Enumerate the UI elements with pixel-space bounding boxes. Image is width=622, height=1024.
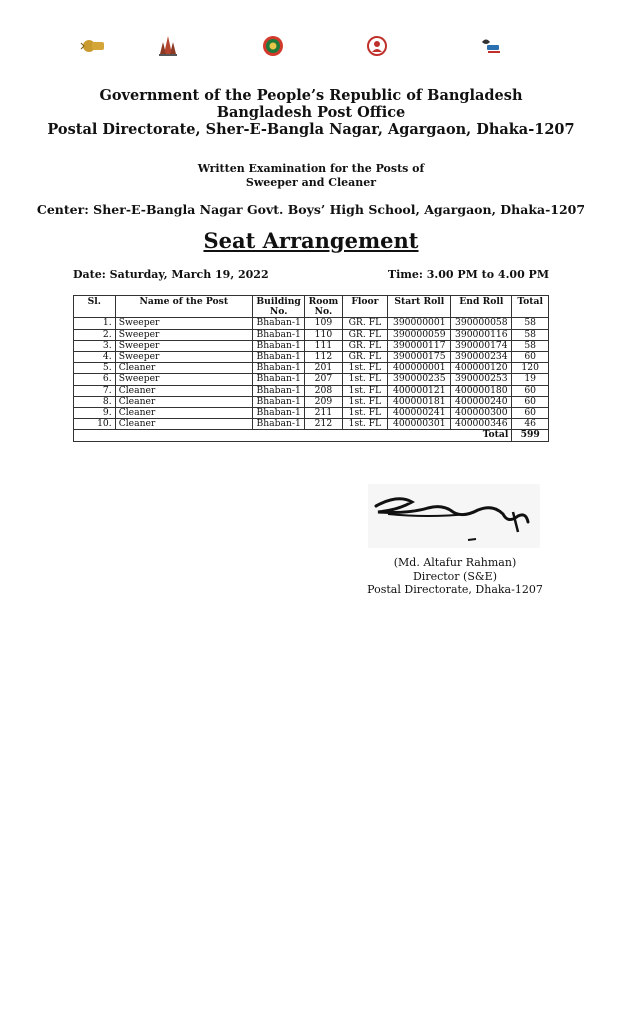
table-header-row xyxy=(74,296,549,318)
table-row: 7. Cleaner Bhaban-1 208 1st. FL 400000121 400000180 60 xyxy=(74,385,549,396)
signatory-name: (Md. Altafur Rahman) xyxy=(393,556,517,569)
government-line: Government of the People’s Republic of Bangladesh xyxy=(99,87,523,104)
table-row: 8. Cleaner Bhaban-1 209 1st. FL 400000181 400000240 60 xyxy=(74,396,549,407)
table-row: 9. Cleaner Bhaban-1 211 1st. FL 400000241 400000300 60 xyxy=(74,408,549,419)
table-row: 5. Cleaner Bhaban-1 201 1st. FL 400000001 400000120 120 xyxy=(74,363,549,374)
exam-line-2: Sweeper and Cleaner xyxy=(245,175,377,189)
signatory-designation: Director (S&E) xyxy=(412,569,497,583)
address-line: Postal Directorate, Sher-E-Bangla Nagar, Agargaon, Dhaka-1207 xyxy=(47,121,575,138)
exam-heading xyxy=(0,162,622,189)
signatory-block xyxy=(350,556,560,597)
postal-emblem-icon xyxy=(80,34,106,58)
total-label: Total xyxy=(74,430,512,441)
exam-time: Time: 3.00 PM to 4.00 PM xyxy=(387,268,549,281)
header-post: Name of the Post xyxy=(115,296,252,318)
table-row: 6. Sweeper Bhaban-1 207 1st. FL 390000235 390000253 19 xyxy=(74,374,549,385)
exam-date: Date: Saturday, March 19, 2022 xyxy=(73,268,269,281)
government-seal-icon xyxy=(260,34,286,58)
header-total: Total xyxy=(512,296,549,318)
mujib-centenary-icon xyxy=(364,34,390,58)
table-total-row xyxy=(74,430,549,441)
table-row: 3. Sweeper Bhaban-1 111 GR. FL 390000117 390000174 58 xyxy=(74,340,549,351)
digital-bangladesh-icon xyxy=(478,34,504,58)
exam-center: Center: Sher-E-Bangla Nagar Govt. Boys’ High School, Agargaon, Dhaka-1207 xyxy=(36,202,586,217)
header-sl: Sl. xyxy=(74,296,116,318)
seat-table xyxy=(73,295,549,442)
header-end-roll: End Roll xyxy=(451,296,512,318)
logo-strip xyxy=(0,34,622,60)
table-row: 4. Sweeper Bhaban-1 112 GR. FL 390000175 390000234 60 xyxy=(74,352,549,363)
department-line: Bangladesh Post Office xyxy=(216,104,406,121)
monument-icon xyxy=(155,34,181,58)
signatory-office: Postal Directorate, Dhaka-1207 xyxy=(367,583,543,596)
page-title: Seat Arrangement xyxy=(203,228,419,253)
signature-image xyxy=(368,484,540,548)
header-start-roll: Start Roll xyxy=(388,296,451,318)
header-room: Room No. xyxy=(305,296,342,318)
header-building: Building No. xyxy=(252,296,304,318)
table-row: 1. Sweeper Bhaban-1 109 GR. FL 390000001 390000058 58 xyxy=(74,318,549,329)
office-header xyxy=(0,87,622,138)
table-row: 10. Cleaner Bhaban-1 212 1st. FL 400000301 400000346 46 xyxy=(74,419,549,430)
header-floor: Floor xyxy=(342,296,388,318)
total-value: 599 xyxy=(512,430,549,441)
table-row: 2. Sweeper Bhaban-1 110 GR. FL 390000059 390000116 58 xyxy=(74,329,549,340)
exam-line-1: Written Examination for the Posts of xyxy=(197,162,425,175)
